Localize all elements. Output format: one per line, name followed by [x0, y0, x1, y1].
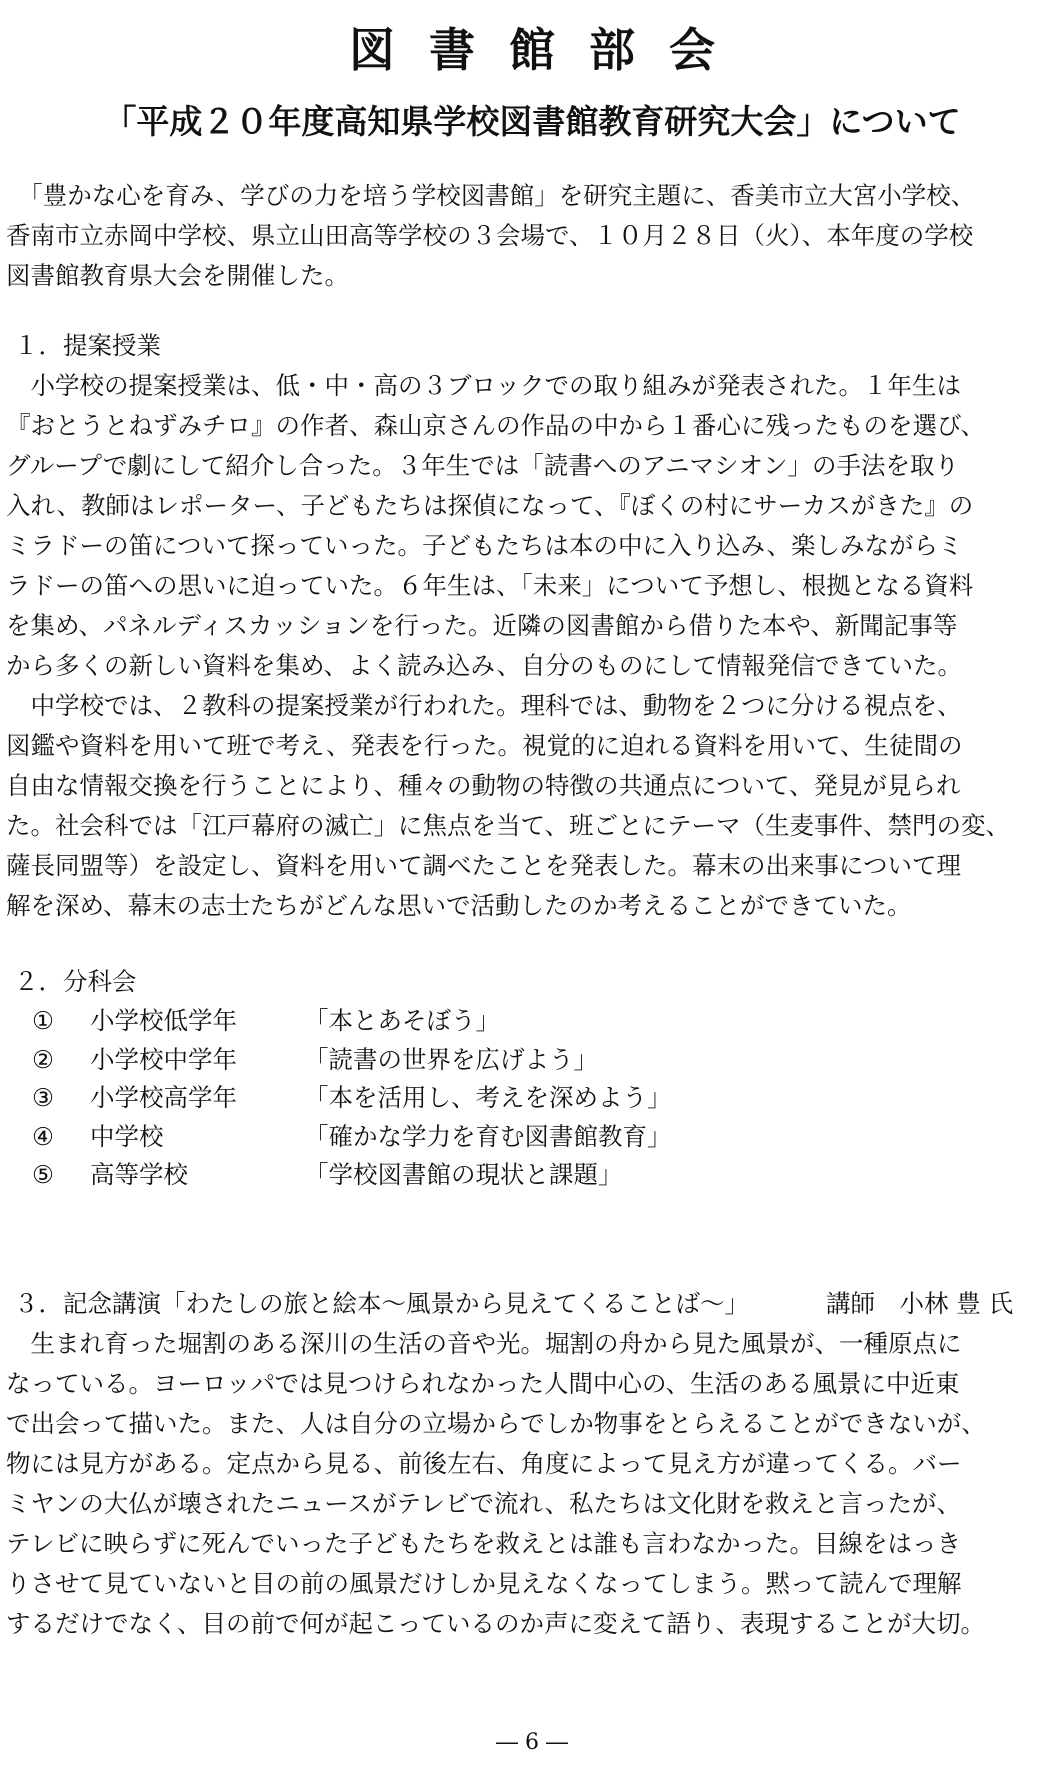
list-item — [32, 1156, 672, 1195]
text-line: ミラドーの笛について探っていった。子どもたちは本の中に入り込み、楽しみながらミ — [6, 531, 963, 560]
section-heading-memorial-lecture — [14, 1284, 1054, 1324]
session-number: ① — [32, 1006, 54, 1035]
text-line: 解を深め、幕末の志士たちがどんな思いで活動したのか考えることができていた。 — [6, 891, 912, 920]
text-line: から多くの新しい資料を集め、よく読み込み、自分のものにして情報発信できていた。 — [6, 651, 962, 680]
session-level: 高等学校 — [90, 1160, 188, 1189]
text-line: りさせて見ていないと目の前の風景だけしか見えなくなってしまう。黙って読んで理解 — [6, 1569, 962, 1598]
text-line: 図書館教育県大会を開催した。 — [6, 261, 349, 290]
session-number: ② — [32, 1044, 54, 1074]
text-line: た。社会科では「江戸幕府の滅亡」に焦点を当て、班ごとにテーマ（生麦事件、禁門の変、 — [6, 811, 1011, 840]
session-theme: 「学校図書館の現状と課題」 — [304, 1160, 623, 1189]
list-item — [32, 1002, 672, 1041]
session-number: ④ — [32, 1121, 54, 1151]
text-line: ラドーの笛への思いに迫っていた。６年生は、「未来」について予想し、根拠となる資料 — [6, 571, 974, 600]
text-line: テレビに映らずに死んでいった子どもたちを救えとは誰も言わなかった。目線をはっき — [6, 1529, 962, 1558]
text-line: で出会って描いた。また、人は自分の立場からでしか物事をとらえることができないが、 — [6, 1409, 986, 1438]
page-subtitle: 「平成２０年度高知県学校図書館教育研究大会」について — [103, 102, 961, 141]
section-heading-breakout-sessions: ２．分科会 — [14, 967, 137, 996]
list-item — [32, 1118, 672, 1157]
text-line: するだけでなく、目の前で何が起こっているのか声に変えて語り、表現することが大切。 — [6, 1609, 986, 1638]
text-line: 自由な情報交換を行うことにより、種々の動物の特徴の共通点について、発見が見られ — [6, 771, 961, 800]
text-line: 図鑑や資料を用いて班で考え、発表を行った。視覚的に迫れる資料を用いて、生徒間の — [6, 731, 963, 760]
text-line: 生まれ育った堀割のある深川の生活の音や光。堀割の舟から見た風景が、一種原点に — [6, 1329, 962, 1358]
lecturer-name: 講師 小林 豊 氏 — [826, 1289, 1014, 1318]
text-line: ミヤンの大仏が壊されたニュースがテレビで流れ、私たちは文化財を救えと言ったが、 — [6, 1489, 962, 1518]
text-line: を集め、パネルディスカッションを行った。近隣の図書館から借りた本や、新聞記事等 — [6, 611, 958, 640]
session-theme: 「確かな学力を育む図書館教育」 — [304, 1121, 672, 1151]
list-item — [32, 1079, 672, 1118]
text-line: 「豊かな心を育み、学びの力を培う学校図書館」を研究主題に、香美市立大宮小学校、 — [6, 181, 976, 210]
page-title: 図書館部会 — [349, 23, 749, 77]
text-line: 入れ、教師はレポーター、子どもたちは探偵になって、『ぼくの村にサーカスがきた』の — [6, 491, 974, 520]
session-level: 小学校高学年 — [90, 1083, 237, 1112]
text-line: 薩長同盟等）を設定し、資料を用いて調べたことを発表した。幕末の出来事について理 — [6, 851, 962, 880]
lecture-paragraph — [6, 1324, 1058, 1644]
text-line: グループで劇にして紹介し合った。３年生では「読書へのアニマシオン」の手法を取り — [6, 451, 960, 480]
breakout-session-list — [32, 1002, 672, 1195]
text-line: 物には見方がある。定点から見る、前後左右、角度によって見え方が違ってくる。バー — [6, 1449, 962, 1478]
text-line: 『おとうとねずみチロ』の作者、森山京さんの作品の中から１番心に残ったものを選び、 — [6, 411, 986, 440]
text-line: 小学校の提案授業は、低・中・高の３ブロックでの取り組みが発表された。１年生は — [6, 371, 962, 400]
session-level: 小学校中学年 — [90, 1044, 237, 1074]
text-line: 香南市立赤岡中学校、県立山田高等学校の３会場で、１０月２８日（火）、本年度の学校 — [6, 221, 974, 250]
session-theme: 「本を活用し、考えを深めよう」 — [304, 1083, 672, 1112]
session-theme: 「本とあそぼう」 — [304, 1006, 500, 1035]
list-item — [32, 1041, 672, 1080]
session-theme: 「読書の世界を広げよう」 — [304, 1044, 598, 1074]
elementary-paragraph — [6, 366, 1058, 686]
session-level: 中学校 — [90, 1121, 164, 1151]
section-heading-proposal-lessons: １．提案授業 — [14, 331, 161, 360]
page-number: ― 6 ― — [496, 1730, 568, 1755]
lecture-title: ３．記念講演「わたしの旅と絵本～風景から見えてくることば～」 — [14, 1289, 749, 1318]
intro-paragraph — [6, 176, 1058, 296]
session-number: ③ — [32, 1083, 54, 1112]
text-line: なっている。ヨーロッパでは見つけられなかった人間中心の、生活のある風景に中近東 — [6, 1369, 960, 1398]
session-number: ⑤ — [32, 1160, 54, 1189]
text-line: 中学校では、２教科の提案授業が行われた。理科では、動物を２つに分ける視点を、 — [6, 691, 962, 720]
session-level: 小学校低学年 — [90, 1006, 237, 1035]
junior-high-paragraph — [6, 686, 1058, 926]
